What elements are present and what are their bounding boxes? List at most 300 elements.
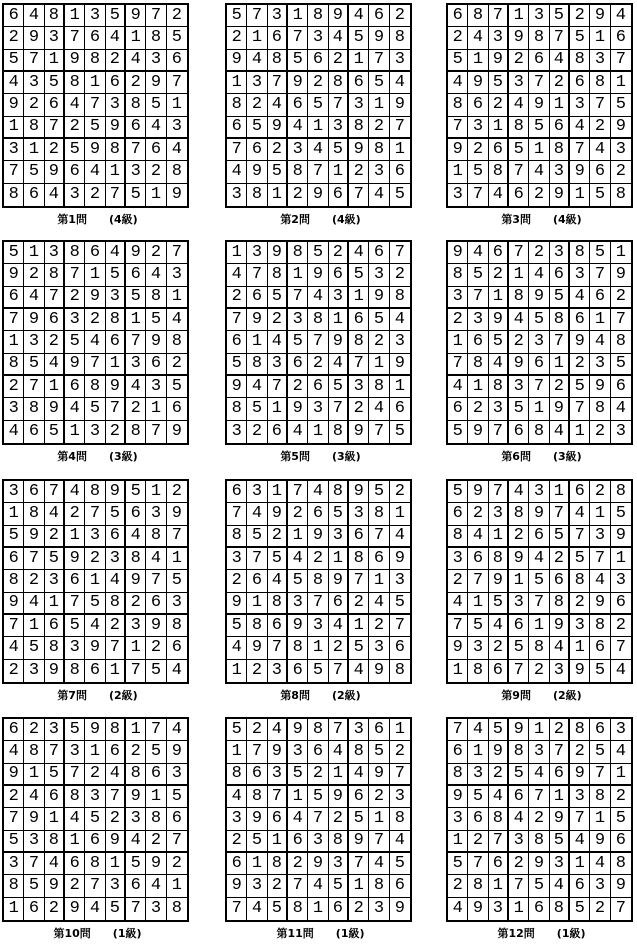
sudoku-cell: 6 (390, 637, 410, 659)
sudoku-cell: 3 (509, 376, 529, 398)
sudoku-cell: 2 (45, 526, 65, 548)
sudoku-cell: 5 (550, 526, 570, 548)
sudoku-cell: 1 (167, 94, 187, 116)
sudoku-cell: 9 (247, 161, 267, 183)
sudoku-cell: 2 (85, 764, 105, 786)
sudoku-cell: 2 (590, 421, 610, 443)
sudoku-cell: 5 (268, 548, 288, 570)
sudoku-cell: 6 (611, 831, 631, 853)
sudoku-cell: 3 (146, 898, 166, 920)
sudoku-cell: 9 (227, 376, 247, 398)
sudoku-cell: 5 (509, 637, 529, 659)
sudoku-cell: 6 (468, 94, 488, 116)
sudoku-cell: 4 (126, 831, 146, 853)
sudoku-cell: 2 (247, 719, 267, 741)
sudoku-puzzle (446, 479, 637, 711)
sudoku-cell: 6 (85, 831, 105, 853)
sudoku-cell: 7 (167, 831, 187, 853)
sudoku-cell: 1 (247, 593, 267, 615)
sudoku-cell: 5 (590, 242, 610, 264)
sudoku-cell: 4 (288, 117, 308, 139)
sudoku-puzzle (446, 3, 637, 235)
sudoku-cell: 6 (146, 139, 166, 161)
sudoku-cell: 6 (349, 72, 369, 94)
sudoku-cell: 3 (167, 593, 187, 615)
sudoku-cell: 1 (126, 637, 146, 659)
sudoku-cell: 7 (167, 72, 187, 94)
sudoku-cell: 5 (329, 875, 349, 897)
sudoku-cell: 8 (106, 719, 126, 741)
sudoku-cell: 5 (529, 570, 549, 592)
sudoku-cell: 2 (106, 808, 126, 830)
sudoku-cell: 7 (329, 94, 349, 116)
sudoku-cell: 5 (550, 5, 570, 27)
sudoku-cell: 8 (390, 287, 410, 309)
sudoku-cell: 4 (146, 875, 166, 897)
sudoku-cell: 1 (468, 50, 488, 72)
sudoku-cell: 9 (550, 615, 570, 637)
sudoku-cell: 9 (24, 808, 44, 830)
sudoku-cell: 7 (329, 660, 349, 682)
sudoku-cell: 2 (247, 660, 267, 682)
sudoku-grid (446, 3, 633, 208)
sudoku-cell: 5 (570, 548, 590, 570)
sudoku-cell: 8 (288, 242, 308, 264)
sudoku-cell: 4 (448, 898, 468, 920)
sudoku-cell: 8 (369, 875, 389, 897)
sudoku-cell: 3 (126, 615, 146, 637)
sudoku-cell: 5 (611, 94, 631, 116)
sudoku-cell: 2 (4, 27, 24, 49)
sudoku-cell: 2 (489, 264, 509, 286)
sudoku-cell: 8 (65, 660, 85, 682)
sudoku-cell: 5 (489, 593, 509, 615)
sudoku-cell: 4 (45, 354, 65, 376)
sudoku-cell: 9 (468, 72, 488, 94)
sudoku-cell: 4 (590, 139, 610, 161)
sudoku-cell: 6 (308, 376, 328, 398)
sudoku-cell: 3 (329, 117, 349, 139)
sudoku-cell: 1 (590, 503, 610, 525)
sudoku-cell: 3 (611, 139, 631, 161)
sudoku-cell: 8 (227, 764, 247, 786)
sudoku-cell: 3 (24, 831, 44, 853)
sudoku-cell: 1 (349, 615, 369, 637)
sudoku-cell: 4 (509, 309, 529, 331)
sudoku-cell: 6 (369, 719, 389, 741)
sudoku-cell: 6 (288, 94, 308, 116)
sudoku-cell: 3 (308, 398, 328, 420)
sudoku-cell: 2 (85, 309, 105, 331)
sudoku-cell: 6 (247, 287, 267, 309)
sudoku-cell: 9 (146, 615, 166, 637)
sudoku-cell: 9 (167, 741, 187, 763)
sudoku-cell: 1 (85, 72, 105, 94)
sudoku-cell: 9 (268, 741, 288, 763)
sudoku-cell: 9 (65, 50, 85, 72)
sudoku-cell: 6 (590, 719, 610, 741)
sudoku-cell: 6 (288, 660, 308, 682)
sudoku-cell: 4 (45, 503, 65, 525)
sudoku-cell: 8 (288, 637, 308, 659)
sudoku-cell: 1 (570, 853, 590, 875)
sudoku-cell: 6 (167, 808, 187, 830)
sudoku-cell: 6 (126, 875, 146, 897)
sudoku-cell: 9 (247, 309, 267, 331)
sudoku-cell: 1 (85, 264, 105, 286)
sudoku-cell: 8 (509, 117, 529, 139)
sudoku-cell: 1 (369, 354, 389, 376)
sudoku-cell: 1 (106, 161, 126, 183)
sudoku-cell: 3 (448, 808, 468, 830)
sudoku-cell: 7 (45, 741, 65, 763)
sudoku-cell: 6 (308, 503, 328, 525)
sudoku-cell: 6 (85, 660, 105, 682)
sudoku-cell: 7 (308, 331, 328, 353)
sudoku-cell: 4 (288, 548, 308, 570)
sudoku-cell: 2 (45, 898, 65, 920)
sudoku-cell: 9 (308, 184, 328, 206)
puzzle-caption: 第9問 (2級) (501, 689, 582, 702)
sudoku-cell: 3 (106, 94, 126, 116)
sudoku-cell: 4 (4, 72, 24, 94)
sudoku-cell: 8 (65, 242, 85, 264)
sudoku-cell: 9 (24, 309, 44, 331)
sudoku-cell: 2 (369, 117, 389, 139)
sudoku-cell: 4 (65, 94, 85, 116)
sudoku-cell: 8 (268, 264, 288, 286)
sudoku-cell: 3 (24, 331, 44, 353)
sudoku-cell: 1 (329, 764, 349, 786)
sudoku-cell: 1 (126, 309, 146, 331)
sudoku-cell: 8 (65, 72, 85, 94)
sudoku-cell: 9 (247, 808, 267, 830)
sudoku-cell: 9 (509, 719, 529, 741)
sudoku-puzzle (2, 240, 193, 472)
sudoku-cell: 6 (529, 50, 549, 72)
sudoku-cell: 7 (468, 287, 488, 309)
sudoku-cell: 2 (349, 161, 369, 183)
sudoku-cell: 7 (349, 853, 369, 875)
sudoku-cell: 5 (308, 660, 328, 682)
sudoku-cell: 3 (106, 548, 126, 570)
sudoku-cell: 9 (448, 242, 468, 264)
sudoku-cell: 4 (329, 741, 349, 763)
sudoku-cell: 9 (4, 94, 24, 116)
sudoku-cell: 7 (489, 481, 509, 503)
sudoku-cell: 9 (509, 27, 529, 49)
sudoku-cell: 7 (288, 287, 308, 309)
sudoku-cell: 3 (349, 719, 369, 741)
sudoku-cell: 7 (288, 875, 308, 897)
sudoku-cell: 7 (509, 875, 529, 897)
sudoku-cell: 9 (4, 593, 24, 615)
sudoku-cell: 9 (529, 853, 549, 875)
sudoku-cell: 5 (167, 786, 187, 808)
sudoku-cell: 9 (106, 376, 126, 398)
sudoku-cell: 3 (45, 242, 65, 264)
sudoku-cell: 2 (45, 331, 65, 353)
sudoku-cell: 5 (106, 898, 126, 920)
sudoku-cell: 3 (65, 309, 85, 331)
sudoku-cell: 9 (146, 72, 166, 94)
sudoku-cell: 6 (146, 354, 166, 376)
sudoku-cell: 6 (4, 5, 24, 27)
sudoku-cell: 1 (288, 526, 308, 548)
sudoku-cell: 6 (227, 853, 247, 875)
sudoku-cell: 1 (329, 161, 349, 183)
sudoku-cell: 1 (390, 139, 410, 161)
sudoku-cell: 6 (227, 117, 247, 139)
sudoku-cell: 5 (106, 503, 126, 525)
sudoku-cell: 2 (570, 593, 590, 615)
sudoku-cell: 8 (468, 660, 488, 682)
sudoku-cell: 4 (550, 50, 570, 72)
sudoku-cell: 3 (288, 741, 308, 763)
sudoku-cell: 3 (509, 72, 529, 94)
sudoku-cell: 2 (369, 786, 389, 808)
sudoku-cell: 6 (268, 27, 288, 49)
sudoku-puzzle (2, 717, 193, 949)
sudoku-cell: 8 (85, 481, 105, 503)
sudoku-cell: 1 (268, 831, 288, 853)
sudoku-cell: 3 (611, 719, 631, 741)
sudoku-cell: 4 (65, 481, 85, 503)
sudoku-cell: 9 (390, 94, 410, 116)
sudoku-cell: 8 (329, 481, 349, 503)
sudoku-cell: 5 (167, 27, 187, 49)
sudoku-cell: 8 (570, 50, 590, 72)
sudoku-cell: 8 (146, 27, 166, 49)
sudoku-cell: 1 (349, 875, 369, 897)
sudoku-cell: 2 (489, 764, 509, 786)
sudoku-cell: 6 (489, 139, 509, 161)
sudoku-cell: 7 (85, 875, 105, 897)
sudoku-cell: 4 (369, 184, 389, 206)
sudoku-cell: 4 (590, 853, 610, 875)
sudoku-cell: 3 (126, 808, 146, 830)
sudoku-cell: 1 (106, 660, 126, 682)
sudoku-cell: 4 (329, 27, 349, 49)
sudoku-cell: 3 (308, 27, 328, 49)
sudoku-cell: 2 (468, 503, 488, 525)
sudoku-cell: 6 (106, 331, 126, 353)
sudoku-cell: 6 (529, 898, 549, 920)
sudoku-cell: 5 (390, 593, 410, 615)
sudoku-cell: 7 (146, 570, 166, 592)
sudoku-cell: 3 (329, 287, 349, 309)
sudoku-cell: 9 (590, 5, 610, 27)
sudoku-cell: 6 (24, 898, 44, 920)
sudoku-cell: 3 (550, 660, 570, 682)
sudoku-cell: 6 (24, 421, 44, 443)
sudoku-cell: 4 (570, 831, 590, 853)
sudoku-cell: 5 (24, 161, 44, 183)
sudoku-cell: 4 (146, 117, 166, 139)
sudoku-cell: 4 (448, 72, 468, 94)
sudoku-cell: 7 (247, 5, 267, 27)
sudoku-cell: 6 (550, 570, 570, 592)
sudoku-cell: 4 (126, 50, 146, 72)
sudoku-cell: 3 (550, 242, 570, 264)
sudoku-cell: 3 (390, 570, 410, 592)
sudoku-cell: 6 (369, 548, 389, 570)
sudoku-cell: 8 (509, 287, 529, 309)
sudoku-cell: 4 (570, 503, 590, 525)
sudoku-cell: 9 (489, 50, 509, 72)
sudoku-cell: 7 (227, 898, 247, 920)
sudoku-cell: 9 (611, 264, 631, 286)
sudoku-cell: 7 (268, 637, 288, 659)
sudoku-cell: 7 (611, 309, 631, 331)
sudoku-cell: 2 (611, 615, 631, 637)
sudoku-cell: 6 (489, 242, 509, 264)
sudoku-cell: 5 (489, 72, 509, 94)
sudoku-cell: 4 (65, 398, 85, 420)
sudoku-cell: 7 (65, 764, 85, 786)
sudoku-cell: 8 (468, 5, 488, 27)
sudoku-cell: 7 (349, 570, 369, 592)
sudoku-cell: 6 (329, 264, 349, 286)
sudoku-cell: 3 (570, 94, 590, 116)
sudoku-cell: 8 (349, 331, 369, 353)
sudoku-cell: 9 (288, 615, 308, 637)
sudoku-cell: 3 (529, 741, 549, 763)
sudoku-cell: 9 (268, 503, 288, 525)
sudoku-cell: 9 (570, 331, 590, 353)
sudoku-cell: 2 (349, 398, 369, 420)
sudoku-cell: 6 (489, 853, 509, 875)
sudoku-cell: 8 (369, 139, 389, 161)
sudoku-cell: 4 (85, 898, 105, 920)
sudoku-cell: 6 (570, 481, 590, 503)
sudoku-cell: 7 (570, 139, 590, 161)
sudoku-cell: 1 (126, 719, 146, 741)
sudoku-cell: 9 (308, 853, 328, 875)
sudoku-cell: 5 (611, 808, 631, 830)
sudoku-cell: 8 (509, 741, 529, 763)
sudoku-cell: 1 (529, 398, 549, 420)
sudoku-grid (2, 717, 189, 922)
sudoku-cell: 5 (349, 808, 369, 830)
sudoku-cell: 2 (24, 264, 44, 286)
sudoku-cell: 4 (550, 421, 570, 443)
sudoku-cell: 5 (550, 831, 570, 853)
sudoku-cell: 6 (611, 376, 631, 398)
sudoku-cell: 1 (4, 117, 24, 139)
sudoku-cell: 4 (468, 719, 488, 741)
sudoku-cell: 4 (468, 526, 488, 548)
puzzle-caption: 第8問 (2級) (280, 689, 361, 702)
sudoku-cell: 8 (611, 481, 631, 503)
sudoku-cell: 7 (24, 50, 44, 72)
sudoku-cell: 6 (268, 615, 288, 637)
sudoku-cell: 4 (329, 615, 349, 637)
sudoku-cell: 3 (369, 264, 389, 286)
sudoku-cell: 5 (4, 50, 24, 72)
sudoku-cell: 4 (448, 376, 468, 398)
sudoku-cell: 6 (146, 764, 166, 786)
sudoku-cell: 1 (570, 637, 590, 659)
sudoku-cell: 4 (570, 117, 590, 139)
sudoku-cell: 3 (268, 764, 288, 786)
sudoku-grid (2, 240, 189, 445)
sudoku-cell: 5 (268, 161, 288, 183)
sudoku-cell: 9 (349, 139, 369, 161)
sudoku-cell: 3 (85, 786, 105, 808)
sudoku-cell: 7 (468, 184, 488, 206)
sudoku-cell: 6 (308, 741, 328, 763)
sudoku-cell: 9 (448, 139, 468, 161)
sudoku-cell: 5 (590, 184, 610, 206)
sudoku-cell: 8 (590, 786, 610, 808)
sudoku-cell: 7 (146, 5, 166, 27)
sudoku-cell: 8 (85, 50, 105, 72)
sudoku-cell: 9 (106, 831, 126, 853)
sudoku-cell: 5 (369, 741, 389, 763)
sudoku-cell: 3 (489, 27, 509, 49)
sudoku-cell: 1 (550, 481, 570, 503)
sudoku-cell: 6 (126, 117, 146, 139)
sudoku-cell: 8 (489, 161, 509, 183)
sudoku-cell: 2 (85, 184, 105, 206)
sudoku-cell: 7 (126, 660, 146, 682)
sudoku-cell: 1 (590, 27, 610, 49)
sudoku-cell: 8 (369, 376, 389, 398)
sudoku-cell: 1 (65, 526, 85, 548)
sudoku-cell: 3 (308, 831, 328, 853)
sudoku-cell: 9 (448, 786, 468, 808)
sudoku-cell: 2 (308, 72, 328, 94)
sudoku-cell: 7 (268, 786, 288, 808)
sudoku-cell: 2 (308, 764, 328, 786)
sudoku-cell: 1 (146, 184, 166, 206)
sudoku-cell: 9 (468, 898, 488, 920)
sudoku-cell: 5 (247, 831, 267, 853)
sudoku-cell: 5 (509, 764, 529, 786)
sudoku-cell: 6 (65, 161, 85, 183)
sudoku-cell: 5 (247, 117, 267, 139)
sudoku-cell: 1 (509, 570, 529, 592)
sudoku-cell: 6 (268, 421, 288, 443)
sudoku-cell: 2 (146, 161, 166, 183)
sudoku-cell: 3 (268, 5, 288, 27)
sudoku-cell: 1 (227, 242, 247, 264)
sudoku-cell: 7 (590, 264, 610, 286)
sudoku-cell: 4 (146, 548, 166, 570)
puzzle-caption: 第4問 (3級) (57, 450, 138, 463)
sudoku-cell: 2 (126, 398, 146, 420)
sudoku-grid (2, 3, 189, 208)
sudoku-cell: 1 (448, 331, 468, 353)
sudoku-cell: 8 (268, 853, 288, 875)
sudoku-cell: 2 (448, 309, 468, 331)
sudoku-cell: 7 (85, 94, 105, 116)
sudoku-cell: 2 (288, 503, 308, 525)
sudoku-cell: 5 (126, 287, 146, 309)
sudoku-cell: 1 (390, 719, 410, 741)
sudoku-cell: 5 (349, 27, 369, 49)
sudoku-cell: 5 (24, 637, 44, 659)
sudoku-grid (2, 479, 189, 684)
sudoku-cell: 9 (590, 831, 610, 853)
sudoku-cell: 6 (509, 421, 529, 443)
sudoku-cell: 6 (85, 27, 105, 49)
sudoku-cell: 9 (390, 354, 410, 376)
sudoku-cell: 7 (369, 50, 389, 72)
sudoku-cell: 4 (4, 637, 24, 659)
sudoku-cell: 2 (288, 184, 308, 206)
